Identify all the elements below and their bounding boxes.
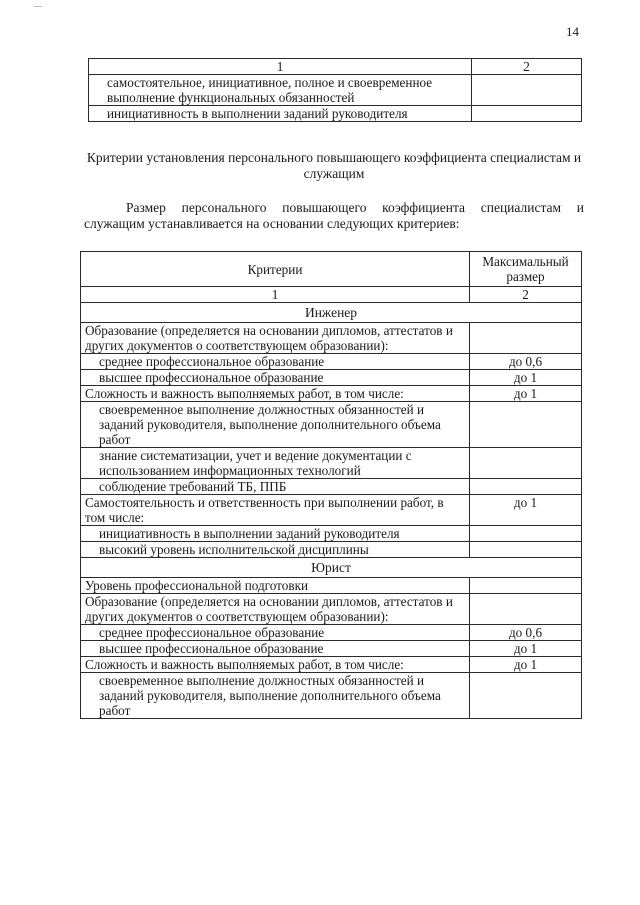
max-value: [470, 402, 582, 448]
table-row: [89, 75, 582, 106]
column-number-2: 2: [472, 59, 582, 75]
criterion-text: соблюдение требований ТБ, ППБ: [81, 479, 470, 495]
max-value: до 1: [470, 495, 582, 526]
max-value: до 0,6: [470, 625, 582, 641]
table-row: [81, 578, 582, 594]
column-number-1: 1: [89, 59, 472, 75]
table-row: [81, 641, 582, 657]
max-value: [470, 673, 582, 719]
max-value: [472, 75, 582, 106]
table-row: [81, 479, 582, 495]
max-value: [472, 106, 582, 122]
criterion-text: знание систематизации, учет и ведение документации с использованием информационных технологий: [81, 448, 470, 479]
table-row: [81, 370, 582, 386]
position-section-row: [81, 558, 582, 578]
max-value: [470, 323, 582, 354]
criterion-text: Сложность и важность выполняемых работ, в том числе:: [81, 386, 470, 402]
header-criteria: Критерии: [81, 252, 470, 287]
criterion-text: своевременное выполнение должностных обязанностей и заданий руководителя, выполнение дополнительного объема работ: [81, 673, 470, 719]
criterion-text: среднее профессиональное образование: [81, 354, 470, 370]
max-value: [470, 448, 582, 479]
scan-mark: [34, 6, 42, 7]
table-row: [81, 354, 582, 370]
table-row: [81, 657, 582, 673]
max-value: [470, 542, 582, 558]
table-row: [81, 673, 582, 719]
criterion-text: высшее профессиональное образование: [81, 370, 470, 386]
max-value: до 1: [470, 370, 582, 386]
criterion-text: самостоятельное, инициативное, полное и своевременное выполнение функциональных обязанностей: [89, 75, 472, 106]
table-row: [81, 526, 582, 542]
column-number-2: 2: [470, 287, 582, 303]
position-title: Юрист: [81, 558, 582, 578]
column-number-row: [89, 59, 582, 75]
table-row: [81, 625, 582, 641]
table-row: [81, 542, 582, 558]
max-value: до 1: [470, 657, 582, 673]
criterion-text: высокий уровень исполнительской дисциплины: [81, 542, 470, 558]
position-section-row: [81, 303, 582, 323]
section-heading: Критерии установления персонального повышающего коэффициента специалистам и служащим: [86, 150, 582, 181]
table-row: [89, 106, 582, 122]
max-value: [470, 594, 582, 625]
criterion-text: Сложность и важность выполняемых работ, в том числе:: [81, 657, 470, 673]
criterion-text: Образование (определяется на основании дипломов, аттестатов и других документов о соответствующем образовании):: [81, 594, 470, 625]
criterion-text: Самостоятельность и ответственность при выполнении работ, в том числе:: [81, 495, 470, 526]
page-number: 14: [566, 24, 579, 39]
column-number-row: [81, 287, 582, 303]
criterion-text: Уровень профессиональной подготовки: [81, 578, 470, 594]
position-title: Инженер: [81, 303, 582, 323]
criterion-text: своевременное выполнение должностных обязанностей и заданий руководителя, выполнение дополнительного объема работ: [81, 402, 470, 448]
criterion-text: среднее профессиональное образование: [81, 625, 470, 641]
table-row: [81, 386, 582, 402]
criterion-text: высшее профессиональное образование: [81, 641, 470, 657]
max-value: до 1: [470, 386, 582, 402]
table-row: [81, 495, 582, 526]
table-row: [81, 448, 582, 479]
max-value: до 1: [470, 641, 582, 657]
column-number-1: 1: [81, 287, 470, 303]
continued-criteria-table: [88, 58, 582, 122]
max-value: [470, 479, 582, 495]
criteria-table: [80, 251, 582, 719]
table-row: [81, 594, 582, 625]
criterion-text: Образование (определяется на основании дипломов, аттестатов и других документов о соответствующем образовании):: [81, 323, 470, 354]
max-value: [470, 526, 582, 542]
max-value: до 0,6: [470, 354, 582, 370]
table-row: [81, 402, 582, 448]
header-max-size: Максимальный размер: [470, 252, 582, 287]
criterion-text: инициативность в выполнении заданий руководителя: [89, 106, 472, 122]
intro-paragraph: Размер персонального повышающего коэффициента специалистам и служащим устанавливается на основании следующих критериев:: [84, 200, 584, 231]
criterion-text: инициативность в выполнении заданий руководителя: [81, 526, 470, 542]
table-header-row: [81, 252, 582, 287]
max-value: [470, 578, 582, 594]
table-row: [81, 323, 582, 354]
